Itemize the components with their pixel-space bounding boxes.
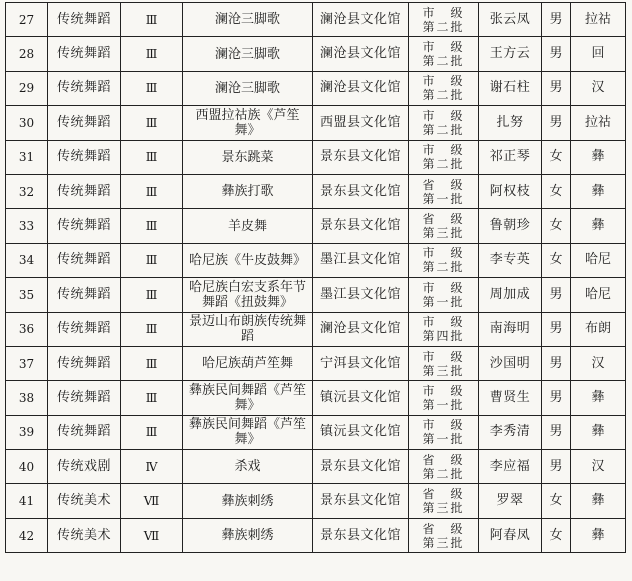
batch-cell — [409, 415, 479, 449]
batch-cell — [409, 312, 479, 346]
project-name-cell: 景迈山布朗族传统舞蹈 — [183, 312, 313, 346]
batch-cell — [409, 518, 479, 552]
ethnicity-cell: 汉 — [571, 346, 626, 380]
protection-unit-cell: 墨江县文化馆 — [313, 243, 409, 277]
protection-unit-cell: 墨江县文化馆 — [313, 278, 409, 312]
ethnicity-cell: 汉 — [571, 71, 626, 105]
inheritor-name-cell: 罗翠 — [479, 484, 542, 518]
table-row — [6, 209, 626, 243]
level-cell: Ⅲ — [121, 346, 183, 380]
batch-level-text: 省 级 — [422, 212, 465, 227]
table-row — [6, 484, 626, 518]
project-name-cell: 西盟拉祜族《芦笙舞》 — [183, 106, 313, 140]
inheritor-name-cell: 李专英 — [479, 243, 542, 277]
protection-unit-cell: 景东县文化馆 — [313, 518, 409, 552]
level-cell: Ⅲ — [121, 37, 183, 71]
project-name-cell: 彝族民间舞蹈《芦笙舞》 — [183, 381, 313, 415]
table-row — [6, 518, 626, 552]
row-number: 27 — [6, 3, 48, 37]
level-cell: Ⅳ — [121, 450, 183, 484]
sex-cell: 女 — [542, 484, 571, 518]
batch-number-text: 第三批 — [422, 501, 465, 516]
level-cell: Ⅲ — [121, 381, 183, 415]
project-name-cell: 羊皮舞 — [183, 209, 313, 243]
protection-unit-cell: 景东县文化馆 — [313, 209, 409, 243]
protection-unit-cell: 澜沧县文化馆 — [313, 37, 409, 71]
inheritor-name-cell: 祁正琴 — [479, 140, 542, 174]
ethnicity-cell: 彝 — [571, 140, 626, 174]
sex-cell: 男 — [542, 381, 571, 415]
category-cell: 传统舞蹈 — [48, 71, 121, 105]
batch-level-text: 市 级 — [422, 40, 465, 55]
row-number: 33 — [6, 209, 48, 243]
table-row — [6, 140, 626, 174]
batch-cell — [409, 381, 479, 415]
sex-cell: 女 — [542, 174, 571, 208]
ethnicity-cell: 彝 — [571, 174, 626, 208]
batch-number-text: 第二批 — [422, 122, 465, 137]
sex-cell: 女 — [542, 209, 571, 243]
table-row — [6, 174, 626, 208]
row-number: 37 — [6, 346, 48, 380]
ethnicity-cell: 拉祜 — [571, 106, 626, 140]
inheritor-name-cell: 张云凤 — [479, 3, 542, 37]
batch-number-text: 第三批 — [422, 363, 465, 378]
category-cell: 传统舞蹈 — [48, 37, 121, 71]
project-name-cell: 彝族打歌 — [183, 174, 313, 208]
batch-number-text: 第三批 — [422, 535, 465, 550]
project-name-cell: 哈尼族白宏支系年节舞蹈《扭鼓舞》 — [183, 278, 313, 312]
batch-number-text: 第二批 — [422, 19, 465, 34]
batch-level-text: 市 级 — [422, 108, 465, 123]
batch-number-text: 第一批 — [422, 191, 465, 206]
category-cell: 传统舞蹈 — [48, 140, 121, 174]
sex-cell: 男 — [542, 71, 571, 105]
protection-unit-cell: 景东县文化馆 — [313, 140, 409, 174]
project-name-cell: 彝族民间舞蹈《芦笙舞》 — [183, 415, 313, 449]
batch-cell — [409, 140, 479, 174]
category-cell: 传统舞蹈 — [48, 174, 121, 208]
row-number: 42 — [6, 518, 48, 552]
batch-level-text: 市 级 — [422, 383, 465, 398]
batch-number-text: 第一批 — [422, 294, 465, 309]
table-row — [6, 381, 626, 415]
table-row — [6, 312, 626, 346]
category-cell: 传统美术 — [48, 518, 121, 552]
protection-unit-cell: 澜沧县文化馆 — [313, 71, 409, 105]
batch-level-text: 市 级 — [422, 74, 465, 89]
category-cell: 传统舞蹈 — [48, 346, 121, 380]
row-number: 41 — [6, 484, 48, 518]
category-cell: 传统舞蹈 — [48, 381, 121, 415]
row-number: 30 — [6, 106, 48, 140]
batch-cell — [409, 278, 479, 312]
batch-level-text: 省 级 — [422, 177, 465, 192]
batch-cell — [409, 3, 479, 37]
inheritor-name-cell: 南海明 — [479, 312, 542, 346]
sex-cell: 女 — [542, 140, 571, 174]
inheritor-name-cell: 曹贤生 — [479, 381, 542, 415]
ethnicity-cell: 哈尼 — [571, 243, 626, 277]
protection-unit-cell: 景东县文化馆 — [313, 174, 409, 208]
level-cell: Ⅶ — [121, 484, 183, 518]
category-cell: 传统舞蹈 — [48, 106, 121, 140]
category-cell: 传统舞蹈 — [48, 312, 121, 346]
ethnicity-cell: 彝 — [571, 518, 626, 552]
sex-cell: 男 — [542, 106, 571, 140]
level-cell: Ⅲ — [121, 415, 183, 449]
protection-unit-cell: 镇沅县文化馆 — [313, 381, 409, 415]
table-row — [6, 278, 626, 312]
level-cell: Ⅲ — [121, 312, 183, 346]
row-number: 38 — [6, 381, 48, 415]
row-number: 29 — [6, 71, 48, 105]
inheritor-name-cell: 阿春凤 — [479, 518, 542, 552]
protection-unit-cell: 宁洱县文化馆 — [313, 346, 409, 380]
inheritor-name-cell: 鲁朝珍 — [479, 209, 542, 243]
batch-number-text: 第二批 — [422, 54, 465, 69]
ethnicity-cell: 彝 — [571, 209, 626, 243]
sex-cell: 男 — [542, 312, 571, 346]
project-name-cell: 澜沧三脚歌 — [183, 37, 313, 71]
inheritor-name-cell: 扎努 — [479, 106, 542, 140]
batch-level-text: 市 级 — [422, 246, 465, 261]
table-row — [6, 106, 626, 140]
table-row — [6, 243, 626, 277]
batch-cell — [409, 243, 479, 277]
row-number: 36 — [6, 312, 48, 346]
project-name-cell: 彝族刺绣 — [183, 484, 313, 518]
inheritor-name-cell: 沙国明 — [479, 346, 542, 380]
ethnicity-cell: 拉祜 — [571, 3, 626, 37]
protection-unit-cell: 澜沧县文化馆 — [313, 3, 409, 37]
project-name-cell: 哈尼族《牛皮鼓舞》 — [183, 243, 313, 277]
table-row — [6, 450, 626, 484]
batch-level-text: 市 级 — [422, 349, 465, 364]
sex-cell: 女 — [542, 518, 571, 552]
protection-unit-cell: 景东县文化馆 — [313, 450, 409, 484]
batch-level-text: 市 级 — [422, 280, 465, 295]
project-name-cell: 彝族刺绣 — [183, 518, 313, 552]
table-row — [6, 37, 626, 71]
row-number: 28 — [6, 37, 48, 71]
row-number: 32 — [6, 174, 48, 208]
batch-cell — [409, 71, 479, 105]
batch-level-text: 市 级 — [422, 143, 465, 158]
sex-cell: 男 — [542, 3, 571, 37]
ethnicity-cell: 哈尼 — [571, 278, 626, 312]
batch-level-text: 省 级 — [422, 487, 465, 502]
batch-number-text: 第二批 — [422, 157, 465, 172]
protection-unit-cell: 澜沧县文化馆 — [313, 312, 409, 346]
batch-level-text: 市 级 — [422, 418, 465, 433]
level-cell: Ⅲ — [121, 71, 183, 105]
table-row — [6, 415, 626, 449]
batch-number-text: 第一批 — [422, 432, 465, 447]
table-row — [6, 346, 626, 380]
level-cell: Ⅲ — [121, 209, 183, 243]
table-row — [6, 71, 626, 105]
inheritor-name-cell: 谢石柱 — [479, 71, 542, 105]
ethnicity-cell: 彝 — [571, 484, 626, 518]
row-number: 34 — [6, 243, 48, 277]
project-name-cell: 景东跳菜 — [183, 140, 313, 174]
batch-cell — [409, 346, 479, 380]
ethnicity-cell: 回 — [571, 37, 626, 71]
batch-number-text: 第一批 — [422, 397, 465, 412]
ethnicity-cell: 彝 — [571, 415, 626, 449]
row-number: 35 — [6, 278, 48, 312]
level-cell: Ⅲ — [121, 3, 183, 37]
row-number: 40 — [6, 450, 48, 484]
sex-cell: 男 — [542, 37, 571, 71]
batch-cell — [409, 174, 479, 208]
category-cell: 传统舞蹈 — [48, 3, 121, 37]
batch-level-text: 市 级 — [422, 5, 465, 20]
inheritor-name-cell: 李秀清 — [479, 415, 542, 449]
batch-number-text: 第四批 — [422, 329, 465, 344]
inheritor-name-cell: 王方云 — [479, 37, 542, 71]
project-name-cell: 杀戏 — [183, 450, 313, 484]
level-cell: Ⅲ — [121, 140, 183, 174]
level-cell: Ⅲ — [121, 174, 183, 208]
row-number: 31 — [6, 140, 48, 174]
batch-cell — [409, 450, 479, 484]
row-number: 39 — [6, 415, 48, 449]
inheritors-table — [5, 2, 626, 553]
sex-cell: 男 — [542, 278, 571, 312]
level-cell: Ⅲ — [121, 243, 183, 277]
batch-level-text: 省 级 — [422, 521, 465, 536]
protection-unit-cell: 镇沅县文化馆 — [313, 415, 409, 449]
category-cell: 传统舞蹈 — [48, 278, 121, 312]
level-cell: Ⅲ — [121, 106, 183, 140]
batch-number-text: 第三批 — [422, 226, 465, 241]
category-cell: 传统戏剧 — [48, 450, 121, 484]
sex-cell: 男 — [542, 346, 571, 380]
ethnicity-cell: 彝 — [571, 381, 626, 415]
ethnicity-cell: 汉 — [571, 450, 626, 484]
batch-cell — [409, 484, 479, 518]
level-cell: Ⅲ — [121, 278, 183, 312]
category-cell: 传统舞蹈 — [48, 209, 121, 243]
inheritor-name-cell: 李应福 — [479, 450, 542, 484]
ethnicity-cell: 布朗 — [571, 312, 626, 346]
project-name-cell: 哈尼族葫芦笙舞 — [183, 346, 313, 380]
sex-cell: 男 — [542, 415, 571, 449]
project-name-cell: 澜沧三脚歌 — [183, 3, 313, 37]
protection-unit-cell: 景东县文化馆 — [313, 484, 409, 518]
category-cell: 传统美术 — [48, 484, 121, 518]
category-cell: 传统舞蹈 — [48, 243, 121, 277]
batch-level-text: 市 级 — [422, 315, 465, 330]
category-cell: 传统舞蹈 — [48, 415, 121, 449]
table-body — [6, 3, 626, 553]
sex-cell: 女 — [542, 243, 571, 277]
batch-cell — [409, 37, 479, 71]
batch-cell — [409, 106, 479, 140]
project-name-cell: 澜沧三脚歌 — [183, 71, 313, 105]
table-row — [6, 3, 626, 37]
protection-unit-cell: 西盟县文化馆 — [313, 106, 409, 140]
sex-cell: 男 — [542, 450, 571, 484]
batch-number-text: 第二批 — [422, 260, 465, 275]
batch-number-text: 第二批 — [422, 466, 465, 481]
inheritor-name-cell: 周加成 — [479, 278, 542, 312]
level-cell: Ⅶ — [121, 518, 183, 552]
batch-cell — [409, 209, 479, 243]
batch-number-text: 第二批 — [422, 88, 465, 103]
inheritor-name-cell: 阿权枝 — [479, 174, 542, 208]
batch-level-text: 省 级 — [422, 452, 465, 467]
